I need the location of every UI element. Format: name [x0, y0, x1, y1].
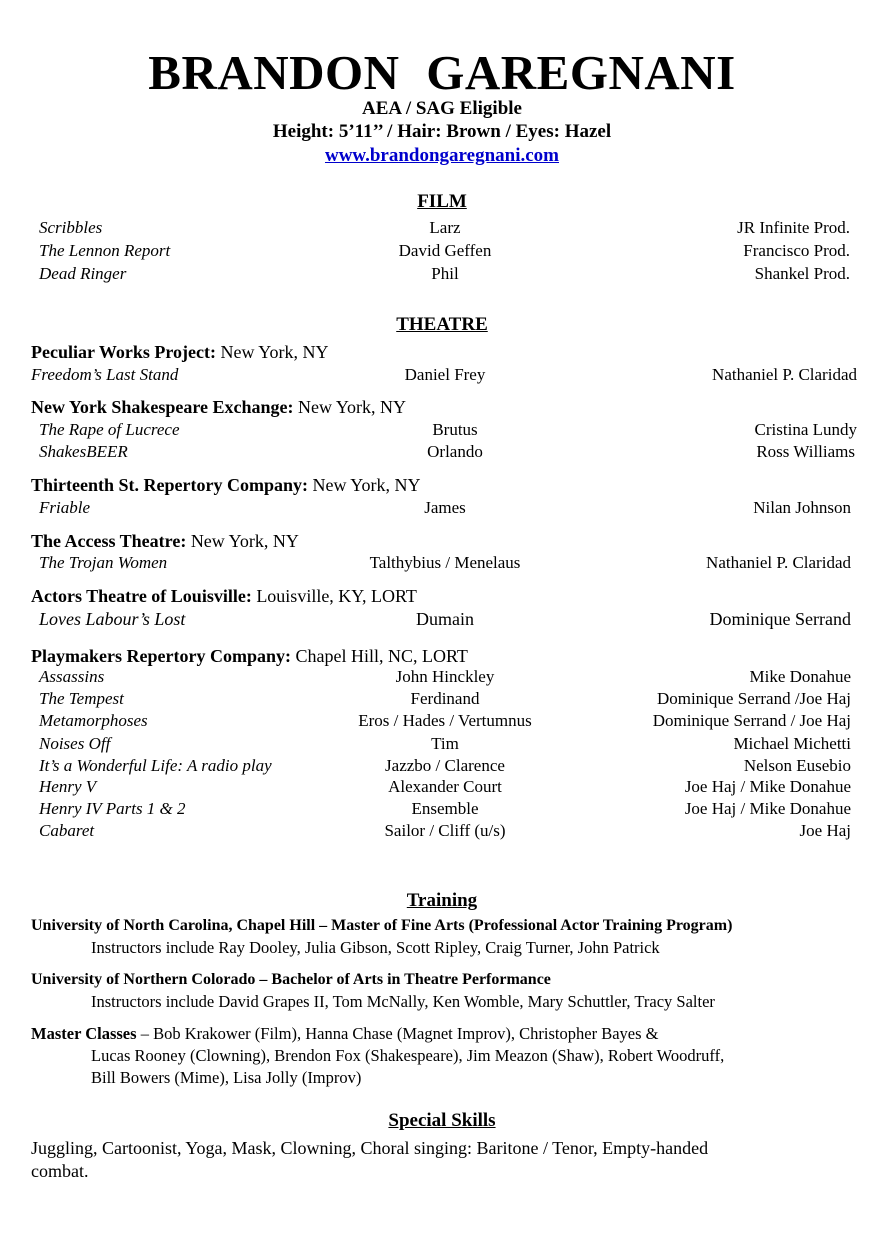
training-unco-heading: University of Northern Colorado – Bachelor of Arts in Theatre Performance — [31, 971, 551, 988]
film-title: Dead Ringer — [39, 264, 127, 283]
company-location: New York, NY — [186, 531, 299, 551]
show-director: Dominique Serrand /Joe Haj — [656, 689, 851, 708]
show-role: Daniel Frey — [404, 365, 486, 384]
website-link[interactable]: www.brandongaregnani.com — [324, 145, 559, 166]
film-role: Larz — [429, 218, 461, 237]
skills-text: Juggling, Cartoonist, Yoga, Mask, Clowning, Choral singing: Baritone / Tenor, Empty-handed — [31, 1138, 709, 1158]
skills-heading: Special Skills — [388, 1110, 496, 1131]
master-classes-line: Bill Bowers (Mime), Lisa Jolly (Improv) — [91, 1068, 362, 1087]
show-role: Sailor / Cliff (u/s) — [384, 821, 506, 840]
show-title: Cabaret — [39, 821, 95, 840]
theatre-heading: THEATRE — [396, 314, 488, 335]
theatre-company — [31, 586, 417, 607]
film-title: Scribbles — [39, 218, 103, 237]
film-company: Francisco Prod. — [743, 241, 850, 260]
show-title: ShakesBEER — [39, 442, 128, 461]
show-title: The Rape of Lucrece — [39, 420, 180, 439]
film-company: JR Infinite Prod. — [737, 218, 850, 237]
show-director: Nathaniel P. Claridad — [712, 365, 857, 384]
show-director: Cristina Lundy — [754, 420, 857, 439]
show-role: Ensemble — [411, 799, 479, 818]
name-first: BRANDON — [148, 45, 400, 100]
show-director: Nelson Eusebio — [743, 756, 851, 775]
show-role: Eros / Hades / Vertumnus — [358, 711, 532, 730]
skills-text: combat. — [31, 1161, 89, 1181]
company-location: New York, NY — [307, 475, 421, 495]
theatre-company — [31, 342, 328, 363]
master-classes-line: – Bob Krakower (Film), Hanna Chase (Magnet Improv), Christopher Bayes & — [136, 1024, 659, 1043]
show-role: John Hinckley — [395, 667, 495, 686]
physical-stats: Height: 5’11’’ / Hair: Brown / Eyes: Hazel — [272, 121, 612, 142]
master-classes-line: Lucas Rooney (Clowning), Brendon Fox (Shakespeare), Jim Meazon (Shaw), Robert Woodruff, — [91, 1046, 725, 1065]
show-title: Henry V — [39, 777, 97, 796]
company-location: New York, NY — [293, 397, 407, 417]
company-location: Chapel Hill, NC, LORT — [290, 646, 468, 666]
film-role: David Geffen — [398, 241, 492, 260]
page-title — [0, 44, 884, 101]
master-classes-heading: Master Classes — [31, 1024, 137, 1043]
training-unco-instructors: Instructors include David Grapes II, Tom McNally, Ken Womble, Mary Schuttler, Tracy Salter — [91, 992, 715, 1011]
show-title: The Trojan Women — [39, 553, 168, 572]
company-name: New York Shakespeare Exchange: — [31, 397, 294, 417]
show-director: Joe Haj — [799, 821, 851, 840]
film-role: Phil — [431, 264, 459, 283]
company-name: Playmakers Repertory Company: — [31, 646, 291, 666]
master-classes — [31, 1024, 659, 1044]
film-title: The Lennon Report — [39, 241, 171, 260]
company-name: Thirteenth St. Repertory Company: — [31, 475, 308, 495]
name-last: GAREGNANI — [426, 45, 736, 100]
show-role: James — [424, 498, 466, 517]
website-container — [0, 145, 884, 167]
show-role: Brutus — [432, 420, 478, 439]
show-title: Assassins — [39, 667, 105, 686]
show-title: The Tempest — [39, 689, 124, 708]
show-role: Jazzbo / Clarence — [385, 756, 505, 775]
show-title: Henry IV Parts 1 & 2 — [39, 799, 186, 818]
show-role: Tim — [431, 734, 459, 753]
show-director: Michael Michetti — [733, 734, 851, 753]
training-heading: Training — [406, 890, 478, 911]
company-name: Peculiar Works Project: — [31, 342, 216, 362]
show-role: Dumain — [416, 609, 474, 629]
show-role: Talthybius / Menelaus — [369, 553, 521, 572]
show-title: Freedom’s Last Stand — [31, 365, 179, 384]
theatre-company — [31, 397, 406, 418]
show-director: Joe Haj / Mike Donahue — [684, 799, 851, 818]
show-role: Alexander Court — [388, 777, 502, 796]
theatre-company — [31, 646, 468, 667]
theatre-company — [31, 475, 421, 496]
film-company: Shankel Prod. — [754, 264, 850, 283]
company-location: Louisville, KY, LORT — [251, 586, 417, 606]
show-role: Ferdinand — [410, 689, 480, 708]
show-title: Loves Labour’s Lost — [39, 609, 186, 629]
show-director: Mike Donahue — [749, 667, 851, 686]
theatre-company — [31, 531, 299, 552]
film-heading: FILM — [417, 191, 467, 212]
company-name: The Access Theatre: — [31, 531, 187, 551]
show-director: Nilan Johnson — [753, 498, 851, 517]
show-director: Dominique Serrand / Joe Haj — [652, 711, 851, 730]
company-name: Actors Theatre of Louisville: — [31, 586, 252, 606]
show-role: Orlando — [427, 442, 483, 461]
training-unc-heading: University of North Carolina, Chapel Hill – Master of Fine Arts (Professional Actor Training Program) — [31, 917, 733, 934]
show-title: It’s a Wonderful Life: A radio play — [39, 756, 272, 775]
training-unc-instructors: Instructors include Ray Dooley, Julia Gibson, Scott Ripley, Craig Turner, John Patrick — [91, 938, 660, 957]
show-director: Ross Williams — [756, 442, 855, 461]
union-status: AEA / SAG Eligible — [362, 98, 522, 119]
show-title: Noises Off — [39, 734, 111, 753]
show-director: Joe Haj / Mike Donahue — [684, 777, 851, 796]
company-location: New York, NY — [215, 342, 329, 362]
show-title: Friable — [39, 498, 90, 517]
show-director: Nathaniel P. Claridad — [706, 553, 851, 572]
show-title: Metamorphoses — [39, 711, 148, 730]
show-director: Dominique Serrand — [709, 609, 851, 629]
